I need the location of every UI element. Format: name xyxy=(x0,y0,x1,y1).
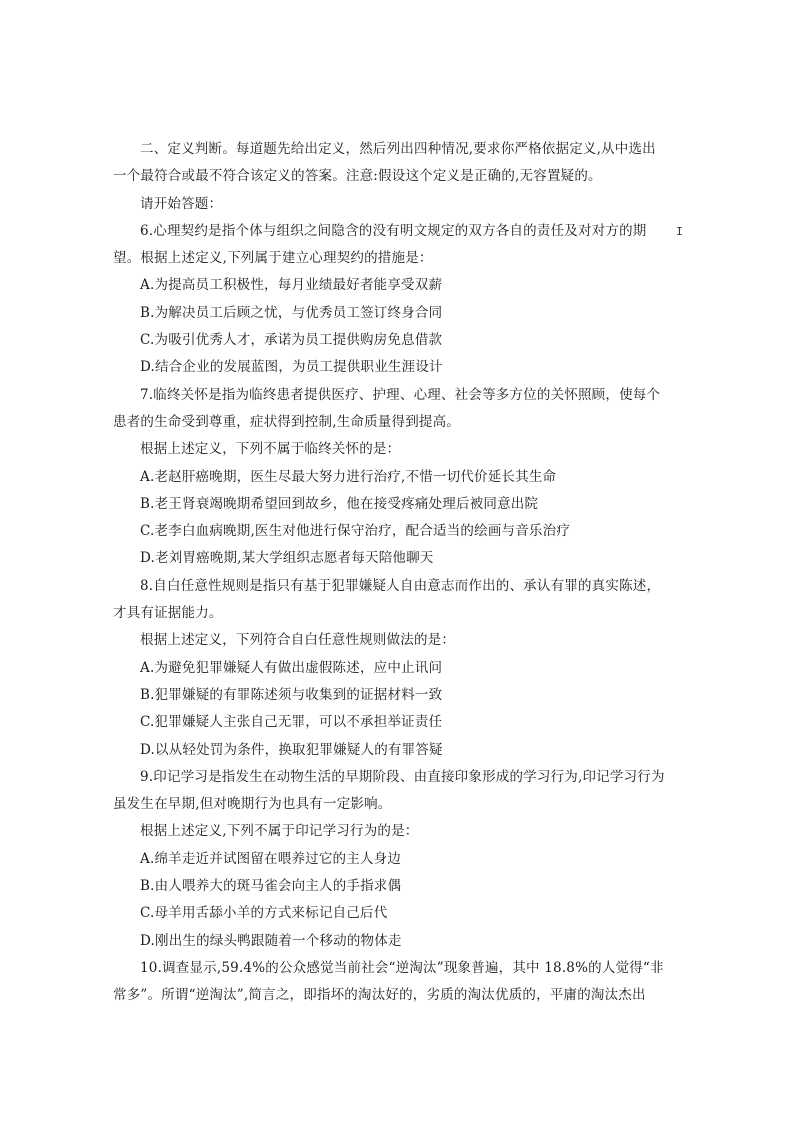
q8-option-c: C.犯罪嫌疑人主张自己无罪，可以不承担举证责任 xyxy=(140,714,443,731)
q7-option-a: A.老赵肝癌晚期，医生尽最大努力进行治疗,不惜一切代价延长其生命 xyxy=(140,468,557,485)
q9-option-c: C.母羊用舌舔小羊的方式来标记自己后代 xyxy=(140,905,388,922)
q6-option-d: D.结合企业的发展蓝图，为员工提供职业生涯设计 xyxy=(140,359,443,376)
q7-definition-line-2: 患者的生命受到尊重，症状得到控制,生命质量得到提高。 xyxy=(113,413,460,430)
q9-definition-line-2: 虽发生在早期,但对晚期行为也具有一定影响。 xyxy=(113,796,392,813)
q9-definition-line-1: 9.印记学习是指发生在动物生活的早期阶段、由直接印象形成的学习行为,印记学习行为 xyxy=(140,768,665,785)
q8-option-a: A.为避免犯罪嫌疑人有做出虚假陈述，应中止讯问 xyxy=(140,659,443,676)
q8-option-b: B.犯罪嫌疑的有罪陈述须与收集到的证据材料一致 xyxy=(140,686,443,703)
q9-option-d: D.刚出生的绿头鸭跟随着一个移动的物体走 xyxy=(140,932,402,949)
q7-question: 根据上述定义，下列不属于临终关怀的是： xyxy=(140,441,401,458)
intro-line-2: 一个最符合或最不符合该定义的答案。注意:假设这个定义是正确的,无容置疑的。 xyxy=(113,168,602,185)
q10-definition-line-2: 常多”。所谓“逆淘汰”,简言之，即指坏的淘汰好的，劣质的淘汰优质的，平庸的淘汰杰出 xyxy=(113,987,646,1004)
q10-definition-line-1: 10.调查显示,59.4%的公众感觉当前社会“逆淘汰”现象普遍，其中 18.8%的人觉得“非 xyxy=(140,959,664,976)
q8-option-d: D.以从轻处罚为条件，换取犯罪嫌疑人的有罪答疑 xyxy=(140,741,443,758)
q8-definition-line-2: 才具有证据能力。 xyxy=(113,605,223,622)
q9-question: 根据上述定义,下列不属于印记学习行为的是： xyxy=(140,823,419,840)
q7-option-c: C.老李白血病晚期,医生对他进行保守治疗，配合适当的绘画与音乐治疗 xyxy=(140,523,571,540)
q7-option-d: D.老刘胃癌晚期,某大学组织志愿者每天陪他聊天 xyxy=(140,550,434,567)
q6-definition-line-2: 望。根据上述定义,下列属于建立心理契约的措施是： xyxy=(113,250,433,267)
q6-option-a: A.为提高员工积极性，每月业绩最好者能享受双薪 xyxy=(140,277,443,294)
q8-definition-line-1: 8.自白任意性规则是指只有基于犯罪嫌疑人自由意志而作出的、承认有罪的真实陈述， xyxy=(140,577,661,594)
q6-option-c: C.为吸引优秀人才，承诺为员工提供购房免息借款 xyxy=(140,332,443,349)
q8-question: 根据上述定义，下列符合自白任意性规则做法的是： xyxy=(140,632,456,649)
q7-option-b: B.老王肾衰竭晚期希望回到故乡，他在接受疼痛处理后被同意出院 xyxy=(140,495,539,512)
q9-option-b: B.由人喂养大的斑马雀会向主人的手指求偶 xyxy=(140,878,402,895)
start-prompt: 请开始答题： xyxy=(140,195,223,212)
document-page xyxy=(113,136,683,1010)
intro-line-1: 二、定义判断。每道题先给出定义，然后列出四种情况,要求你严格依据定义,从中选出 xyxy=(140,141,656,157)
q6-definition-line-1: 6.心理契约是指个体与组织之间隐含的没有明文规定的双方各自的责任及对对方的期 I xyxy=(113,218,683,245)
q6-option-b: B.为解决员工后顾之忧，与优秀员工签订终身合同 xyxy=(140,304,443,321)
q7-definition-line-1: 7.临终关怀是指为临终患者提供医疗、护理、心理、社会等多方位的关怀照顾，使每个 xyxy=(140,386,661,403)
q9-option-a: A.绵羊走近并试图留在喂养过它的主人身边 xyxy=(140,850,402,867)
text-cursor-icon: I xyxy=(676,224,683,238)
